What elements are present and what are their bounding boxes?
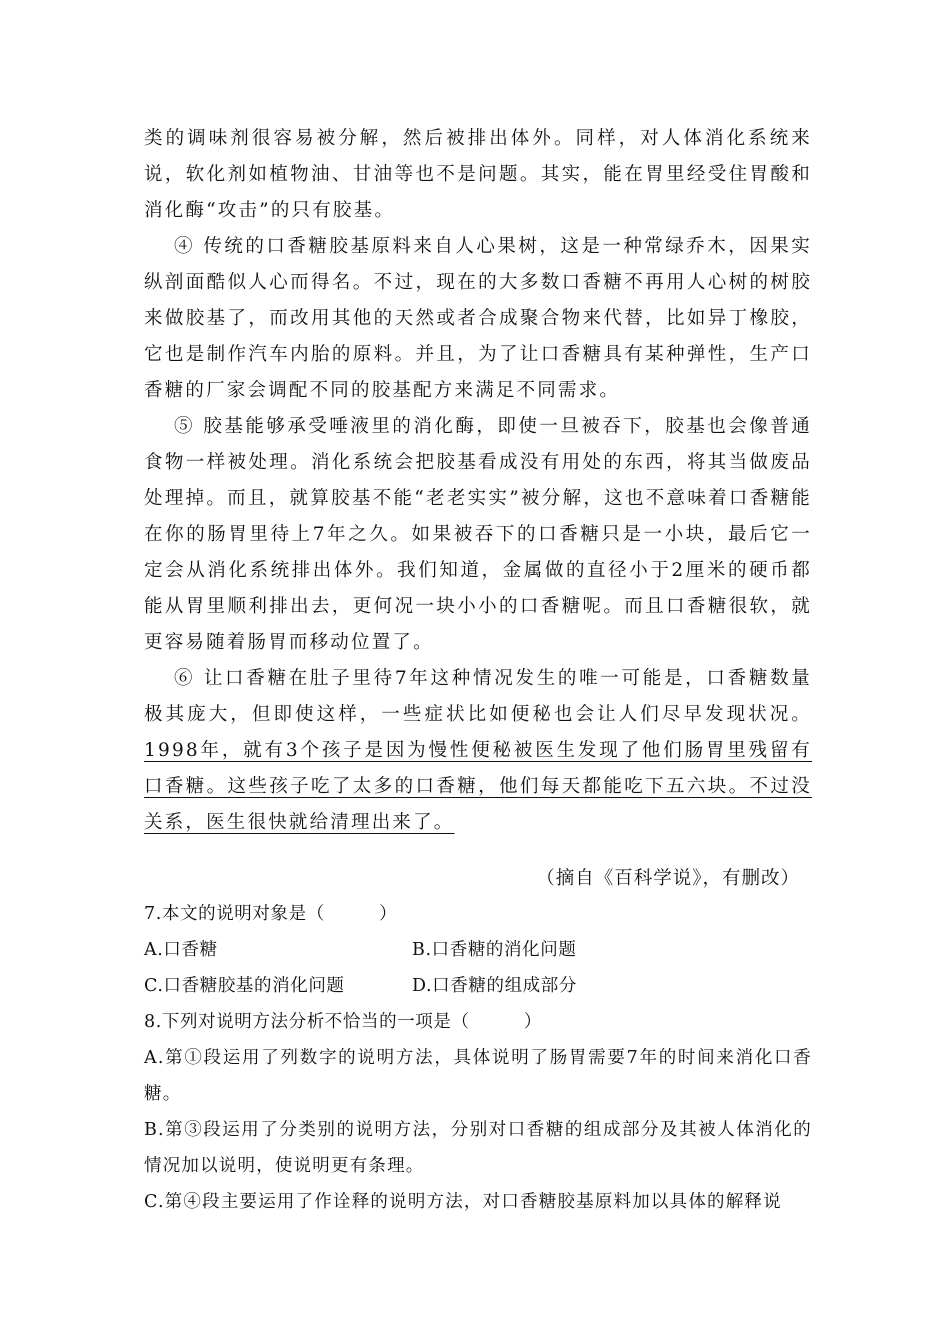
question-7-stem: 7.本文的说明对象是（ ）	[144, 904, 398, 924]
paragraph-6-text: ⑥ 让口香糖在肚子里待7年这种情况发生的唯一可能是，口香糖数量极其庞大，但即使这样，一些症状比如便秘也会让人们尽早发现状况。	[144, 668, 812, 725]
underlined-passage: 1998年，就有3个孩子是因为慢性便秘被医生发现了他们肠胃里残留有口香糖。这些孩子吃了太多的口香糖，他们每天都能吃下五六块。不过没关系，医生很快就给清理出来了。	[144, 740, 812, 833]
paragraph-6	[144, 661, 812, 841]
question-8-stem: 8.下列对说明方法分析不恰当的一项是（ ）	[144, 1012, 542, 1032]
question-7-option-c: C.口香糖胶基的消化问题	[144, 976, 345, 996]
question-7-option-d: D.口香糖的组成部分	[412, 976, 577, 996]
question-7-option-b: B.口香糖的消化问题	[412, 940, 577, 960]
question-8-option-b: B.第③段运用了分类别的说明方法，分别对口香糖的组成部分及其被人体消化的情况加以说明，使说明更有条理。	[144, 1120, 812, 1176]
paragraph-3-continued: 类的调味剂很容易被分解，然后被排出体外。同样，对人体消化系统来说，软化剂如植物油、甘油等也不是问题。其实，能在胃里经受住胃酸和消化酶“攻击”的只有胶基。	[144, 128, 812, 221]
paragraph-5: ⑤ 胶基能够承受唾液里的消化酶，即使一旦被吞下，胶基也会像普通食物一样被处理。消化系统会把胶基看成没有用处的东西，将其当做废品处理掉。而且，就算胶基不能“老老实实”被分解，这也不意味着口香糖能在你的肠胃里待上7年之久。如果被吞下的口香糖只是一小块，最后它一定会从消化系统排出体外。我们知道，金属做的直径小于2厘米的硬币都能从胃里顺利排出去，更何况一块小小的口香糖呢。而且口香糖很软，就更容易随着肠胃而移动位置了。	[144, 416, 812, 653]
question-8-option-c: C.第④段主要运用了作诠释的说明方法，对口香糖胶基原料加以具体的解释说	[144, 1192, 782, 1212]
source-citation: （摘自《百科学说》，有删改）	[536, 868, 800, 889]
paragraph-4: ④ 传统的口香糖胶基原料来自人心果树，这是一种常绿乔木，因果实纵剖面酷似人心而得名。不过，现在的大多数口香糖不再用人心树的树胶来做胶基了，而改用其他的天然或者合成聚合物来代替，比如异丁橡胶，它也是制作汽车内胎的原料。并且，为了让口香糖具有某种弹性，生产口香糖的厂家会调配不同的胶基配方来满足不同需求。	[144, 236, 812, 401]
question-7-option-a: A.口香糖	[144, 940, 218, 960]
question-8-option-a: A.第①段运用了列数字的说明方法，具体说明了肠胃需要7年的时间来消化口香糖。	[144, 1048, 812, 1104]
